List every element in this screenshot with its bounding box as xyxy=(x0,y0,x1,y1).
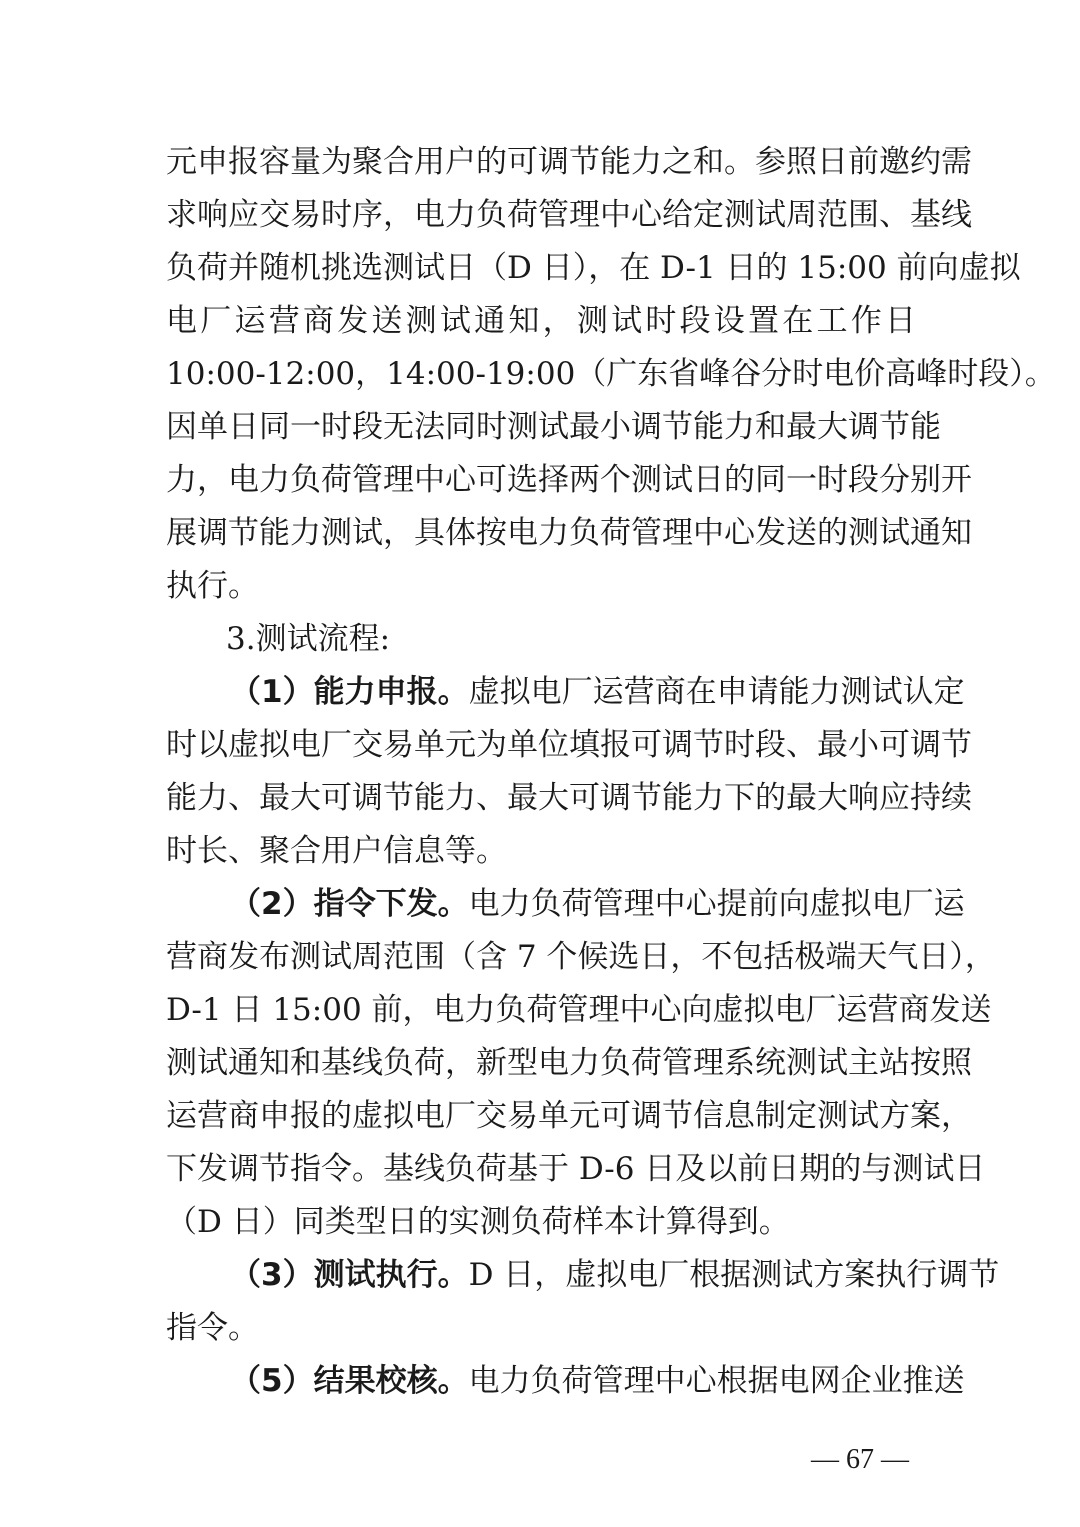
step-first-line xyxy=(230,878,965,931)
body-line: 营商发布测试周范围（含 7 个候选日，不包括极端天气日）， xyxy=(166,939,996,975)
step-first-line xyxy=(230,1355,965,1408)
step-text: 虚拟电厂运营商在申请能力测试认定 xyxy=(468,674,965,710)
step-title: （3）测试执行。 xyxy=(230,1257,469,1293)
body-line: （D 日）同类型日的实测负荷样本计算得到。 xyxy=(166,1204,790,1240)
body-line: 时长、聚合用户信息等。 xyxy=(166,833,507,869)
body-line: 求响应交易时序，电力负荷管理中心给定测试周范围、基线 xyxy=(166,197,972,233)
body-line: 执行。 xyxy=(166,568,259,604)
body-line: 元申报容量为聚合用户的可调节能力之和。参照日前邀约需 xyxy=(166,144,972,180)
body-line: 运营商申报的虚拟电厂交易单元可调节信息制定测试方案， xyxy=(166,1098,972,1134)
body-line: 10:00-12:00，14:00-19:00（广东省峰谷分时电价高峰时段）。 xyxy=(166,356,1056,392)
page-number: — 67 — xyxy=(811,1444,909,1475)
body-line: 负荷并随机挑选测试日（D 日），在 D-1 日的 15:00 前向虚拟 xyxy=(166,250,1021,286)
body-line: 因单日同一时段无法同时测试最小调节能力和最大调节能 xyxy=(166,409,941,445)
body-line: 能力、最大可调节能力、最大可调节能力下的最大响应持续 xyxy=(166,780,972,816)
step-title: （5）结果校核。 xyxy=(230,1363,469,1399)
step-first-line xyxy=(230,1249,1000,1302)
body-line: 测试通知和基线负荷，新型电力负荷管理系统测试主站按照 xyxy=(166,1045,972,1081)
step-text: 电力负荷管理中心根据电网企业推送 xyxy=(468,1363,965,1399)
step-first-line xyxy=(230,666,965,719)
body-line: 展调节能力测试，具体按电力负荷管理中心发送的测试通知 xyxy=(166,515,972,551)
body-line: 下发调节指令。基线负荷基于 D-6 日及以前日期的与测试日 xyxy=(166,1151,986,1187)
body-line: D-1 日 15:00 前，电力负荷管理中心向虚拟电厂运营商发送 xyxy=(166,992,992,1028)
step-title: （1）能力申报。 xyxy=(230,674,469,710)
body-line: 指令。 xyxy=(166,1310,259,1346)
step-text: 电力负荷管理中心提前向虚拟电厂运 xyxy=(468,886,965,922)
section-heading: 3.测试流程: xyxy=(226,621,391,657)
step-title: （2）指令下发。 xyxy=(230,886,469,922)
body-line: 电厂运营商发送测试通知，测试时段设置在工作日 xyxy=(166,303,916,339)
step-text: D 日，虚拟电厂根据测试方案执行调节 xyxy=(468,1257,1000,1293)
body-line: 力，电力负荷管理中心可选择两个测试日的同一时段分别开 xyxy=(166,462,972,498)
body-line: 时以虚拟电厂交易单元为单位填报可调节时段、最小可调节 xyxy=(166,727,972,763)
